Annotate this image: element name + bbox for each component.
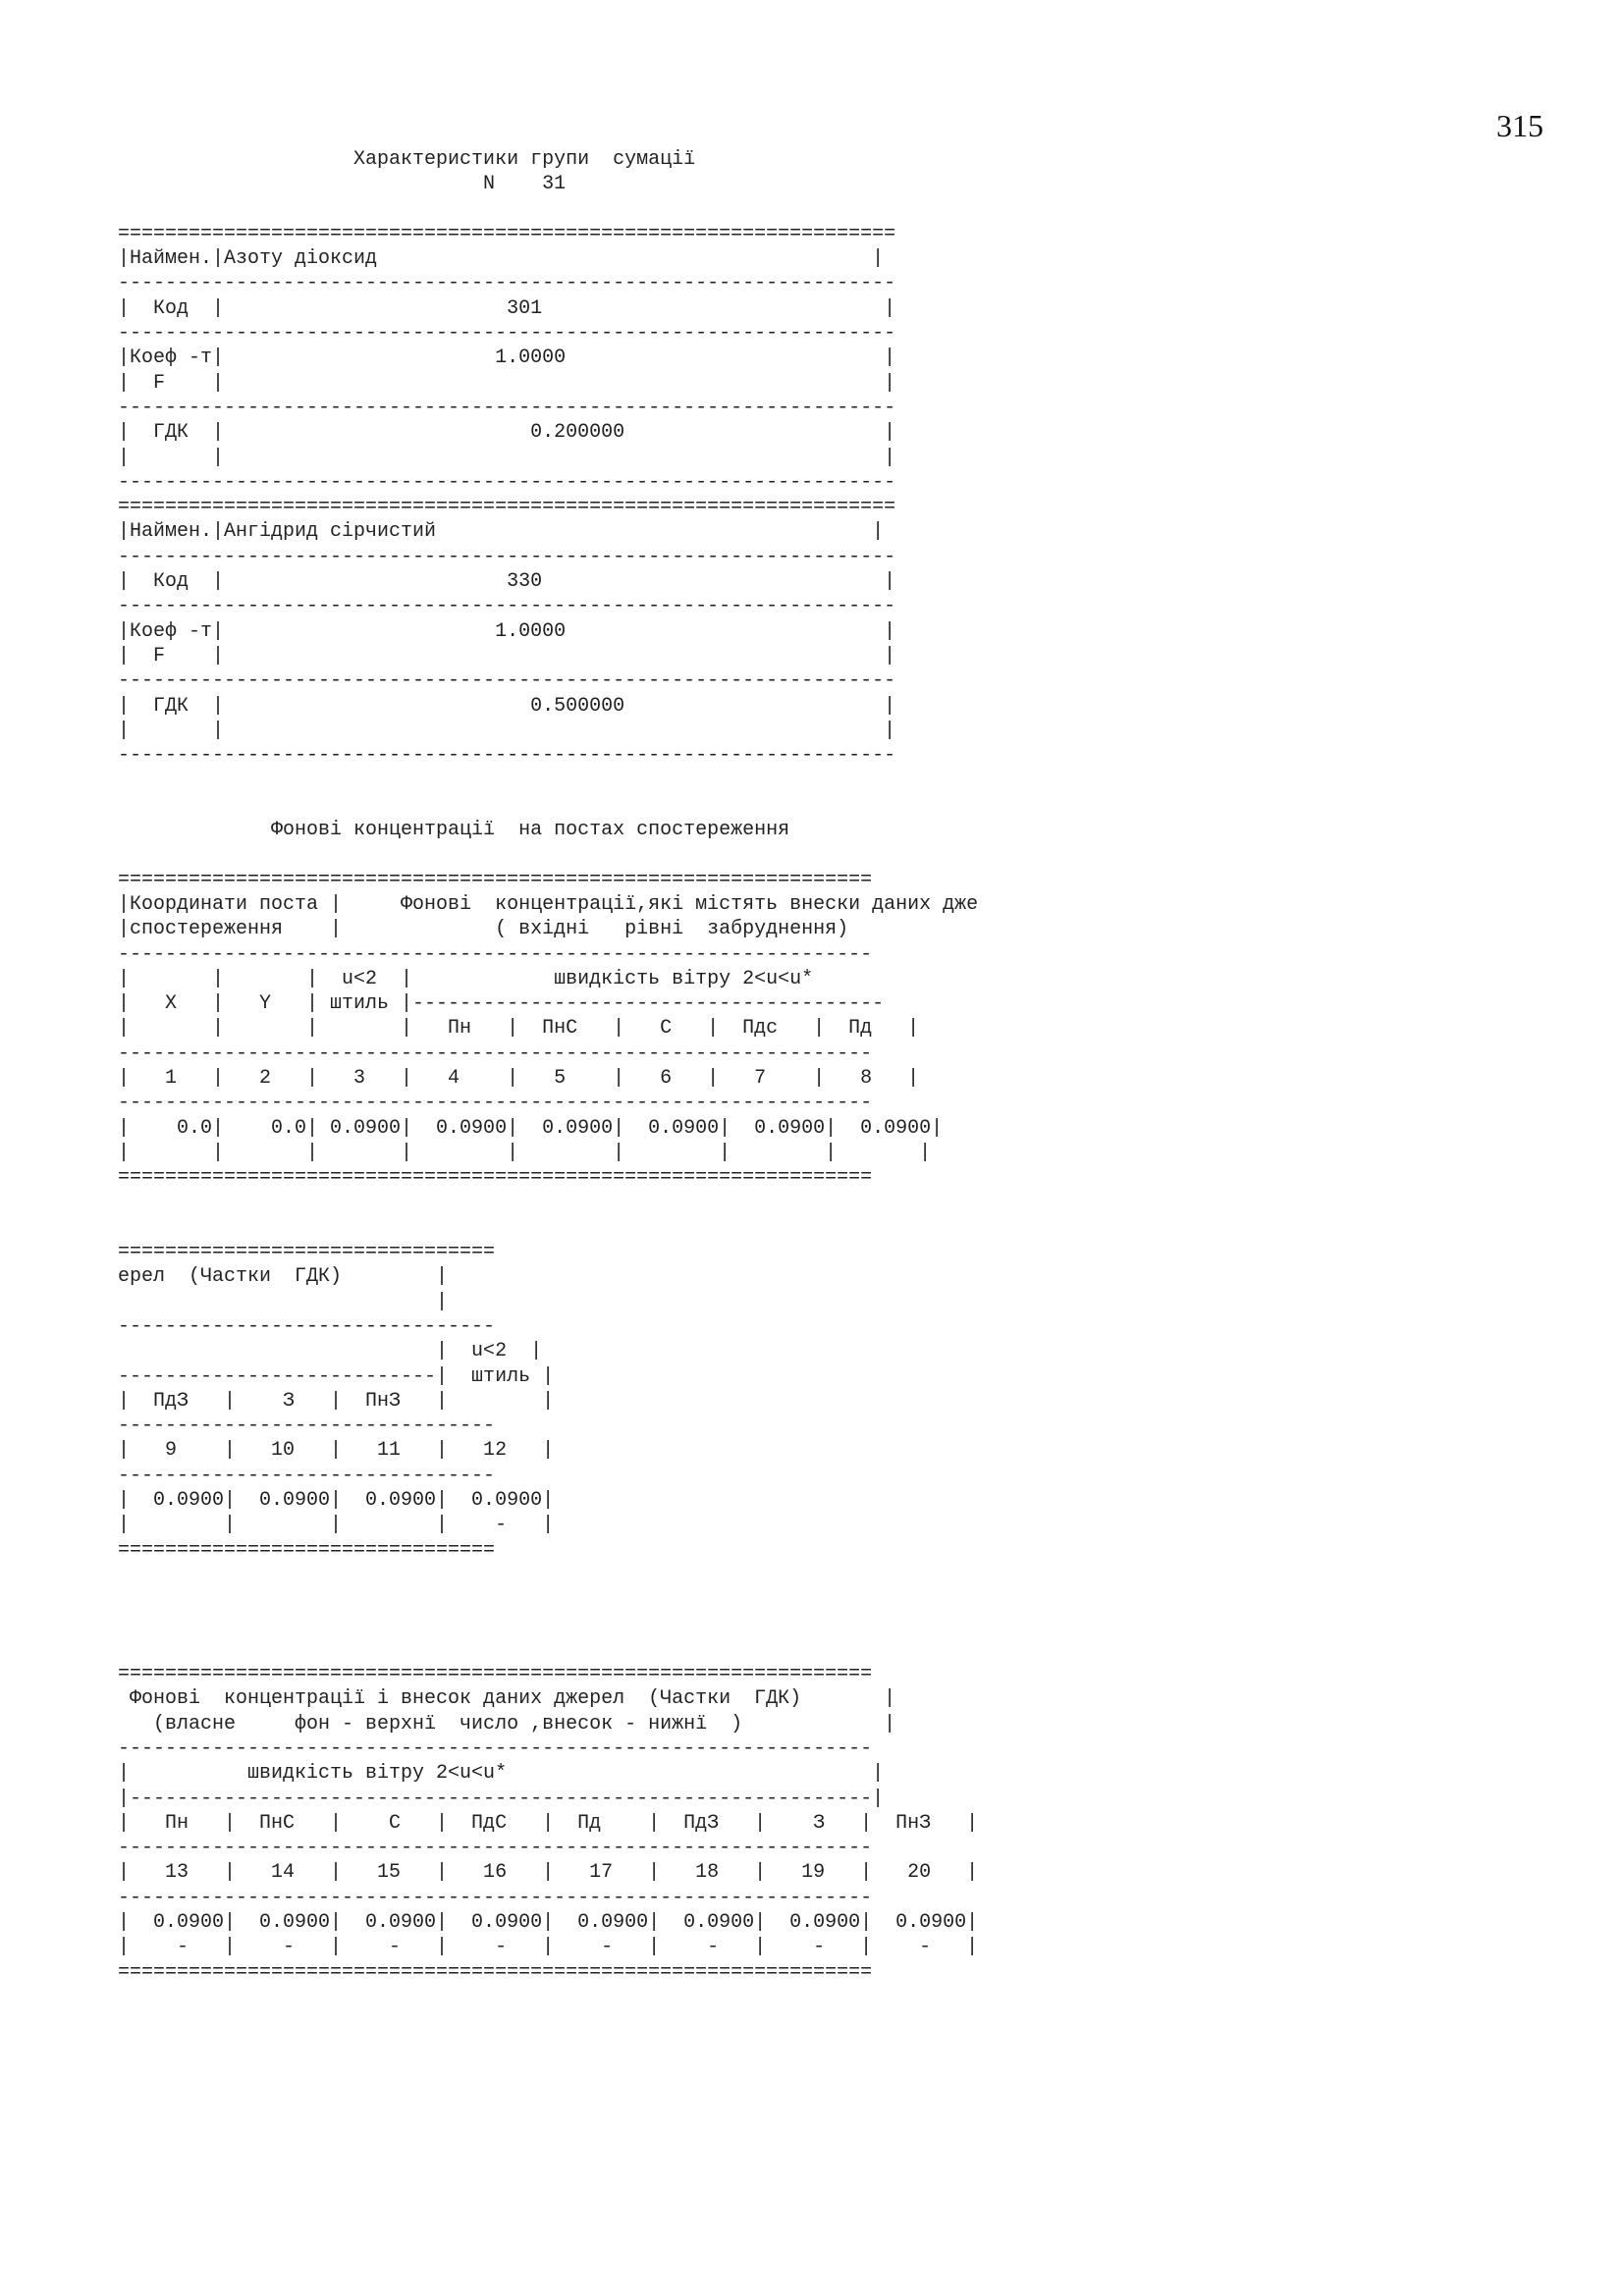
report-line: | | | <box>118 719 896 742</box>
report-line <box>118 793 978 818</box>
report-line: ================================================================ <box>118 868 873 891</box>
report-line: | швидкість вітру 2<u<u* | <box>118 1762 885 1786</box>
report-line: ---------------------------| штиль | <box>118 1364 555 1388</box>
report-line: | ГДК | 0.200000 | <box>118 421 896 445</box>
report-line <box>118 1563 978 1587</box>
report-line: ------------------------------------------------------------------ <box>118 470 896 494</box>
report-line: | 1 | 2 | 3 | 4 | 5 | 6 | 7 | 8 | <box>118 1066 920 1090</box>
report-line: ================================================================== <box>118 496 896 519</box>
report-line: Фонові концентрації на постах спостереження <box>118 819 790 842</box>
page-number: 315 <box>1496 108 1543 143</box>
report-line <box>118 1190 978 1214</box>
report-line: | | | | Пн | ПнС | С | Пдс | Пд | <box>118 1017 920 1041</box>
report-line: -------------------------------- <box>118 1464 496 1487</box>
report-line: | 9 | 10 | 11 | 12 | <box>118 1439 555 1463</box>
report-line: | | | | - | <box>118 1514 555 1537</box>
report-line: | | | u<2 | швидкість вітру 2<u<u* <box>118 967 814 990</box>
report-line: | ПдЗ | З | ПнЗ | | <box>118 1389 555 1413</box>
report-line: ================================ <box>118 1241 496 1264</box>
report-line: ================================================================== <box>118 222 896 245</box>
report-line: | F | | <box>118 371 896 395</box>
report-line: ---------------------------------------------------------------- <box>118 1092 873 1115</box>
report-line <box>118 842 978 867</box>
report-line: ------------------------------------------------------------------ <box>118 595 896 618</box>
report-line: | 0.0| 0.0| 0.0900| 0.0900| 0.0900| 0.0900| 0.0900| 0.0900| <box>118 1116 944 1140</box>
report-line: | <box>118 1290 449 1313</box>
report-line: | ГДК | 0.500000 | <box>118 694 896 718</box>
report-line: ерел (Частки ГДК) | <box>118 1265 449 1289</box>
report-line: Характеристики групи сумації <box>118 148 696 171</box>
report-line: |Наймен.|Азоту діоксид | <box>118 247 885 271</box>
report-line: | 0.0900| 0.0900| 0.0900| 0.0900| 0.0900| 0.0900| 0.0900| 0.0900| <box>118 1911 979 1935</box>
report-line: | | | | | | | | | <box>118 1141 932 1164</box>
report-line <box>118 1587 978 1612</box>
report-line: ================================ <box>118 1538 496 1562</box>
report-line: ------------------------------------------------------------------ <box>118 272 896 295</box>
report-line: | Пн | ПнС | С | ПдС | Пд | ПдЗ | З | ПнЗ | <box>118 1811 979 1835</box>
report-line: ================================================================ <box>118 1663 873 1686</box>
report-line: |Наймен.|Ангідрид сірчистий | <box>118 520 885 544</box>
report-line: |Коеф -т| 1.0000 | <box>118 347 896 370</box>
report-line: |---------------------------------------------------------------| <box>118 1787 885 1810</box>
report-line: ---------------------------------------------------------------- <box>118 1737 873 1760</box>
report-line: | Код | 301 | <box>118 296 896 320</box>
report-line: ------------------------------------------------------------------ <box>118 396 896 419</box>
report-line: ---------------------------------------------------------------- <box>118 1041 873 1065</box>
report-line: | Код | 330 | <box>118 570 896 594</box>
report-line: ================================================================ <box>118 1960 873 1984</box>
report-line: |спостереження | ( вхідні рівні забруднення) <box>118 918 849 941</box>
report-text <box>118 147 978 1985</box>
report-line: ------------------------------------------------------------------ <box>118 322 896 346</box>
report-line: |Коеф -т| 1.0000 | <box>118 619 896 643</box>
report-line: ---------------------------------------------------------------- <box>118 942 873 966</box>
report-line: ---------------------------------------------------------------- <box>118 1837 873 1860</box>
report-line <box>118 768 978 792</box>
report-line: ------------------------------------------------------------------ <box>118 545 896 568</box>
report-line: | | | <box>118 446 896 469</box>
report-line: | F | | <box>118 644 896 667</box>
report-line: Фонові концентрації і внесок даних джерел (Частки ГДК) | <box>118 1687 896 1711</box>
report-line: | u<2 | <box>118 1340 543 1363</box>
report-line: |Координати поста | Фонові концентрації,які містять внески даних дже <box>118 892 979 916</box>
report-line: ------------------------------------------------------------------ <box>118 669 896 693</box>
report-line: ------------------------------------------------------------------ <box>118 744 896 768</box>
report-line <box>118 1215 978 1240</box>
report-line: | X | Y | штиль |---------------------------------------- <box>118 992 885 1016</box>
report-line: ---------------------------------------------------------------- <box>118 1886 873 1909</box>
report-line: ================================================================ <box>118 1166 873 1190</box>
report-line <box>118 197 978 222</box>
report-line <box>118 1637 978 1662</box>
report-line: | 13 | 14 | 15 | 16 | 17 | 18 | 19 | 20 | <box>118 1861 979 1885</box>
report-line: | - | - | - | - | - | - | - | - | <box>118 1936 979 1959</box>
report-line: | 0.0900| 0.0900| 0.0900| 0.0900| <box>118 1489 555 1513</box>
report-line <box>118 1613 978 1637</box>
report-line: (власне фон - верхнї число ,внесок - нижнї ) | <box>118 1712 896 1735</box>
report-line: N 31 <box>118 173 567 196</box>
report-line: -------------------------------- <box>118 1314 496 1338</box>
report-line: -------------------------------- <box>118 1415 496 1438</box>
